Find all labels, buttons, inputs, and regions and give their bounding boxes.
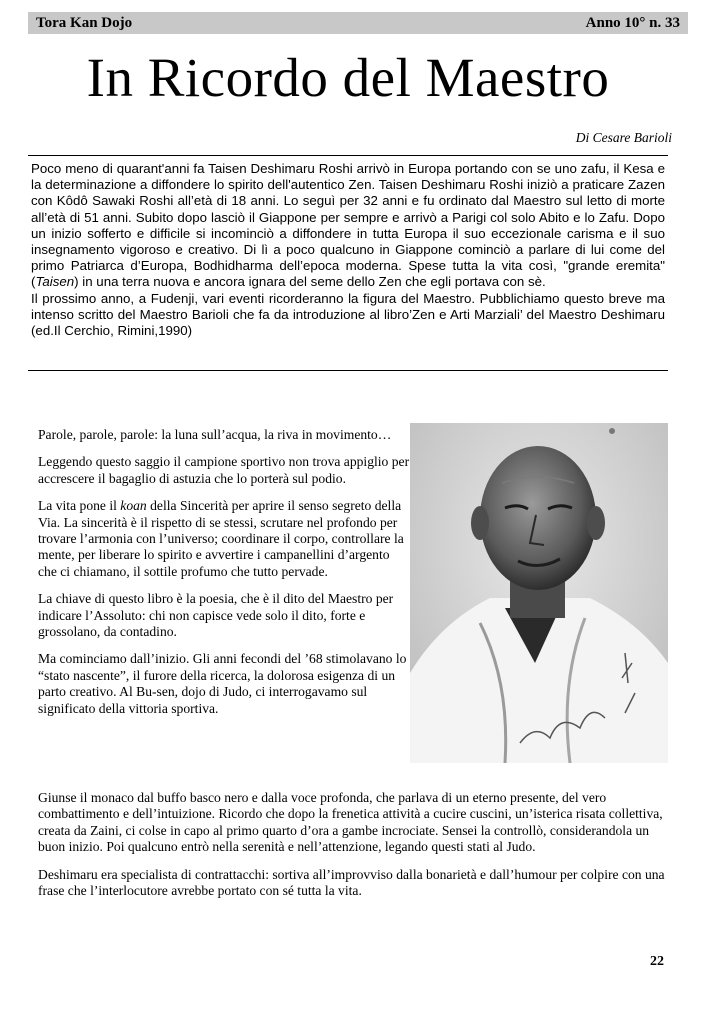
body-paragraph-2: Leggendo questo saggio il campione sportivo non trova appiglio per accrescere il bagaglio di astuzia che lo porterà sul podio. <box>38 454 410 486</box>
body-p3-italic: koan <box>120 498 147 514</box>
body-p3-end: della Sincerità per aprire il senso segreto della Via. La sincerità è il rispetto di se stessi, scrutare nel profondo per trovare l’armonia con l’universo; coordinare il corpo, controllare la mente, per liberare lo spirito e avvertire i campanellini d’argento che ci chiamano, il sottile profumo che tutto pervade. <box>38 498 404 579</box>
body-paragraph-1: Parole, parole, parole: la luna sull’acqua, la riva in movimento… <box>38 427 392 442</box>
body-column-left <box>38 427 410 728</box>
body-paragraph-4: La chiave di questo libro è la poesia, che è il dito del Maestro per indicare l’Assoluto: chi non capisce vede solo il dito, forte e grossolano, da contadino. <box>38 591 394 640</box>
article-author: Di Cesare Barioli <box>575 130 672 145</box>
portrait-illustration <box>410 423 668 763</box>
header-bar <box>28 12 688 34</box>
intro-box <box>28 155 668 371</box>
intro-p1-italic: Taisen <box>35 274 75 290</box>
intro-paragraph-2: Il prossimo anno, a Fudenji, vari eventi ricorderanno la figura del Maestro. Pubblichiamo questo breve ma intenso scritto del Maestro Barioli che fa da introduzione al libro’Zen e Arti Marziali’ del Maestro Deshimaru (ed.Il Cerchio, Rimini,1990) <box>31 290 665 339</box>
body-p3-start: La vita pone il <box>38 498 121 514</box>
body-full-width <box>38 790 678 910</box>
article-title: In Ricordo del Maestro <box>86 47 610 108</box>
intro-p1-end: ) in una terra nuova e ancora ignara del seme dello Zen che egli portava con sè. <box>74 274 546 290</box>
intro-paragraph-1 <box>31 161 665 291</box>
body-paragraph-6: Giunse il monaco dal buffo basco nero e dalla voce profonda, che parlava di un eterno presente, del vero combattimento e dell’intuizione. Ricordo che dopo la frenetica attività a cucire cuscini, un’isterica risata collettiva, creata da Zaini, ci colse in capo al primo quarto d’ora a gambe incrociate. Sensei la controllò, considerandola un buon inizio. Poi qualcuno entrò nella serenità e nell’attenzione, legando questi stati al Judo. <box>38 790 663 855</box>
issue-number: Anno 10° n. 33 <box>585 14 680 31</box>
body-paragraph-7: Deshimaru era specialista di contrattacchi: sortiva all’improvviso dalla bonarietà e dall’humour per colpire con una frase che l’interlocutore avrebbe portato con sé tutta la vita. <box>38 866 665 899</box>
publication-name: Tora Kan Dojo <box>36 14 133 31</box>
portrait-photo <box>410 423 668 763</box>
body-paragraph-5: Ma cominciamo dall’inizio. Gli anni fecondi del ’68 stimolavano lo “stato nascente”, il furore della ricerca, la dolorosa esigenza di un parto creativo. Al Bu-sen, dojo di Judo, ci interrogavamo sul significato della vittoria sportiva. <box>38 651 407 716</box>
body-paragraph-3 <box>38 498 410 580</box>
intro-p1-text: Poco meno di quarant'anni fa Taisen Deshimaru Roshi arrivò in Europa portando con se uno zafu, il Kesa e la determinazione a diffondere lo spirito dell'autentico Zen. Taisen Deshimaru Roshi iniziò a praticare Zazen con Kôdô Sawaki Roshi all’età di 18 anni. Lo seguì per 32 anni e fu ordinato dal Maestro sul letto di morte all’età di 51 anni. Subito dopo lasciò il Giappone per sempre e arrivò a Parigi col solo Abito e lo Zafu. Dopo un inizio sofferto e difficile si incominciò a diffondere in tutta Europa il suo eccezionale carisma e il suo insegnamento vigoroso e creativo. Di lì a poco qualcuno in Giappone cominciò a parlare di lui come del primo Patriarca d’Europa, Bodhidharma dell’epoca moderna. Spese tutta la vita così, "grande eremita" ( <box>31 161 665 290</box>
page-number: 22 <box>650 954 664 969</box>
